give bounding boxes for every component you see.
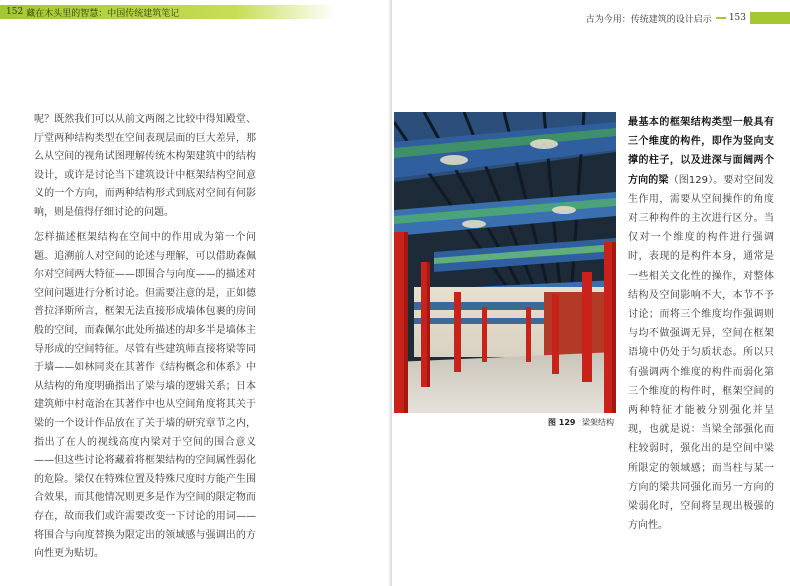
emphasized-text: 最基本的框架结构类型一般具有三个维度的构件，即作为竖向支撑的柱子，以及进深与面阔两个方向的梁 — [628, 117, 774, 186]
header-color-tab — [750, 12, 790, 24]
book-title: 藏在木头里的智慧：中国传统建筑笔记 — [26, 8, 180, 19]
page-number-right: 153 — [728, 13, 746, 23]
right-body-rest: （图129）。要对空间发生作用，需要从空间操作的角度对三种构件的主次进行区分。当仅对一个维度的构件进行强调时，表现的是构件本身，通常是一些相关文化性的操作，对整体结构及空间影响不大，本节不予讨论；而将三个维度均作强调则与均不做强调无异，空间在框架语境中仍处于匀质状态。所以只有强调两个维度的构件而弱化第三个维度的构件时，框架空间的两种特征才能被分别强化并呈现，也就是说：当梁全部强化而柱较弱时，强化出的是空间中梁所限定的领域感；而当柱与某一方向的梁共同强化而另一方向的梁弱化时，空间将呈现出极强的方向性。 — [628, 174, 775, 532]
header-separator — [716, 17, 726, 19]
body-paragraph-2: 怎样描述框架结构在空间中的作用成为第一个问题。追溯前人对空间的论述与理解，可以借助森佩尔对空间两大特征——即围合与向度——的描述对空间问题进行分析讨论。但需要注意的是，正如德普拉泽斯所言，框架无法直接形成墙体包裹的房间般的空间，而森佩尔此处所描述的却多半是墙体主导形成的空间特征。尽管有些建筑师直接将梁等同于墙——如林同炎在其著作《结构概念和体系》中从结构的角度明确指出了梁与墙的逻辑关系；日本建筑师中村竜治在其著作中也从空间角度将其关于梁的一个设计作品放在了关于墙的研究章节之内，指出了在人的视线高度内梁对于空间的围合意义——但这些讨论将藏着将框架结构的空间属性弱化的危险。梁仅在特殊位置及特殊尺度时方能产生围合效果，而其他情况则更多是作为空间的限定物而存在，故而我们或许需要改变一下讨论的用词——将围合与向度替换为限定出的领域感与强调出的方向性更为贴切。 — [34, 232, 256, 560]
running-header-right — [410, 11, 790, 25]
right-body-text — [628, 113, 774, 535]
page-number-left: 152 — [6, 7, 24, 17]
chapter-title: 古为今用：传统建筑的设计启示 — [585, 14, 712, 25]
body-paragraph-1: 呢？既然我们可以从前文两阁之比较中得知殿堂、厅堂两种结构类型在空间表现层面的巨大差异，那么从空间的视角试图理解传统木构架建筑中的结构设计，或许是讨论当下建筑设计中框架结构空间意义的一个方向，而两种结构形式到底对空间有何影响，则是值得仔细讨论的问题。 — [34, 114, 256, 218]
left-page — [0, 0, 392, 586]
figure-caption-text: 梁架结构 — [582, 418, 615, 427]
figure-caption — [548, 417, 614, 428]
running-header-left — [0, 5, 336, 19]
beam-structure-photo — [394, 112, 616, 413]
figure-number: 图 129 — [548, 418, 576, 427]
